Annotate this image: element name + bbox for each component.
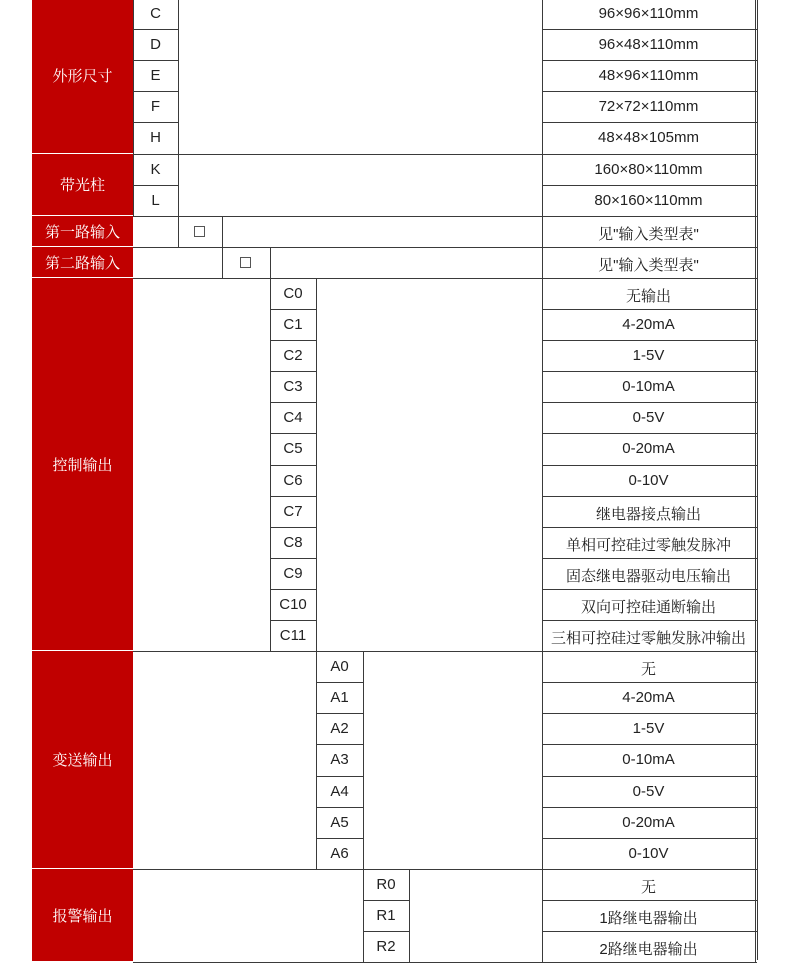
code-C3: C3: [283, 378, 303, 395]
code-row-divider: [316, 807, 363, 808]
description: 1-5V: [632, 347, 665, 364]
code-C7: C7: [283, 503, 303, 520]
code-L: L: [151, 192, 160, 209]
category-alarm: 报警输出: [32, 869, 133, 962]
desc-col-right: [755, 247, 756, 278]
code-R1: R1: [376, 907, 396, 924]
category-input1: 第一路输入: [32, 216, 133, 247]
desc-row-divider: [542, 433, 757, 434]
code-row-divider: [270, 433, 316, 434]
desc-col-right: [755, 651, 756, 869]
desc-row-divider: [542, 402, 757, 403]
code-row-divider: [270, 465, 316, 466]
code-row-divider: [133, 29, 178, 30]
description: 无: [640, 661, 656, 678]
desc-row-divider: [542, 527, 757, 528]
description: 单相可控硅过零触发脉冲: [565, 537, 731, 554]
code-C8: C8: [283, 534, 303, 551]
description: 4-20mA: [622, 689, 675, 706]
code-R0: R0: [376, 876, 396, 893]
desc-row-divider: [542, 838, 757, 839]
description: 4-20mA: [622, 316, 675, 333]
description: 0-20mA: [622, 440, 675, 457]
code-E: E: [150, 67, 161, 84]
category-size: 外形尺寸: [32, 0, 133, 154]
section-divider: [133, 651, 757, 652]
description: 0-5V: [632, 409, 665, 426]
code-C4: C4: [283, 409, 303, 426]
description: 48×96×110mm: [598, 67, 699, 84]
code-row-divider: [316, 682, 363, 683]
description: 0-5V: [632, 783, 665, 800]
description: 三相可控硅过零触发脉冲输出: [550, 630, 746, 647]
desc-row-divider: [542, 122, 757, 123]
code-row-divider: [270, 620, 316, 621]
code-row-divider: [133, 185, 178, 186]
desc-row-divider: [542, 29, 757, 30]
option-checkbox[interactable]: [194, 226, 205, 237]
description: 0-10V: [628, 845, 669, 862]
description: 固态继电器驱动电压输出: [565, 568, 731, 585]
desc-row-divider: [542, 776, 757, 777]
description: 双向可控硅通断输出: [580, 599, 716, 616]
code-A2: A2: [330, 720, 349, 737]
description: 无输出: [625, 288, 671, 305]
desc-row-divider: [542, 713, 757, 714]
description: 见"输入类型表": [598, 226, 699, 243]
code-col-right: [178, 0, 179, 154]
category-bar: 带光柱: [32, 154, 133, 216]
desc-col-right: [755, 869, 756, 962]
code-col-right: [222, 216, 223, 247]
code-C2: C2: [283, 347, 303, 364]
description: 0-10mA: [622, 378, 675, 395]
desc-row-divider: [542, 589, 757, 590]
desc-row-divider: [542, 558, 757, 559]
description: 2路继电器输出: [599, 941, 698, 958]
code-F: F: [150, 98, 161, 115]
description: 48×48×105mm: [598, 129, 699, 146]
code-A0: A0: [330, 658, 349, 675]
table-right-border: [757, 0, 758, 960]
code-row-divider: [270, 340, 316, 341]
code-R2: R2: [376, 938, 396, 955]
desc-row-divider: [542, 931, 757, 932]
code-col-right: [363, 651, 364, 869]
code-row-divider: [363, 900, 409, 901]
category-input2: 第二路输入: [32, 247, 133, 278]
code-row-divider: [316, 838, 363, 839]
section-divider: [133, 216, 757, 217]
code-row-divider: [363, 931, 409, 932]
code-col-right: [178, 154, 179, 216]
desc-row-divider: [542, 465, 757, 466]
section-divider: [133, 154, 757, 155]
description: 0-10V: [628, 472, 669, 489]
description: 1-5V: [632, 720, 665, 737]
description: 160×80×110mm: [594, 161, 703, 178]
code-row-divider: [270, 558, 316, 559]
code-H: H: [150, 129, 161, 146]
code-A4: A4: [330, 783, 349, 800]
desc-row-divider: [542, 340, 757, 341]
code-row-divider: [316, 744, 363, 745]
desc-row-divider: [542, 371, 757, 372]
desc-row-divider: [542, 91, 757, 92]
code-C5: C5: [283, 440, 303, 457]
code-row-divider: [133, 91, 178, 92]
description: 0-20mA: [622, 814, 675, 831]
code-row-divider: [270, 527, 316, 528]
description: 80×160×110mm: [594, 192, 703, 209]
code-row-divider: [270, 402, 316, 403]
section-divider: [133, 278, 757, 279]
code-C1: C1: [283, 316, 303, 333]
code-C: C: [150, 5, 161, 22]
code-C6: C6: [283, 472, 303, 489]
description: 96×96×110mm: [598, 5, 699, 22]
category-control: 控制输出: [32, 278, 133, 651]
code-row-divider: [133, 122, 178, 123]
description: 无: [640, 879, 656, 896]
desc-row-divider: [542, 682, 757, 683]
code-A6: A6: [330, 845, 349, 862]
code-row-divider: [270, 309, 316, 310]
section-divider: [133, 247, 757, 248]
code-row-divider: [316, 776, 363, 777]
desc-col-right: [755, 216, 756, 247]
section-divider: [133, 869, 757, 870]
desc-row-divider: [542, 60, 757, 61]
option-checkbox[interactable]: [240, 257, 251, 268]
desc-row-divider: [542, 807, 757, 808]
code-C9: C9: [283, 565, 303, 582]
code-col-left: [178, 216, 179, 247]
desc-row-divider: [542, 496, 757, 497]
code-C10: C10: [279, 596, 307, 613]
desc-row-divider: [542, 900, 757, 901]
code-C11: C11: [279, 627, 307, 644]
desc-col-right: [755, 0, 756, 154]
code-row-divider: [316, 713, 363, 714]
code-row-divider: [133, 60, 178, 61]
desc-row-divider: [542, 744, 757, 745]
code-A5: A5: [330, 814, 349, 831]
code-D: D: [150, 36, 161, 53]
category-transmit: 变送输出: [32, 651, 133, 869]
code-row-divider: [270, 496, 316, 497]
code-A1: A1: [330, 689, 349, 706]
code-col-right: [270, 247, 271, 278]
description: 1路继电器输出: [599, 910, 698, 927]
code-row-divider: [270, 371, 316, 372]
code-K: K: [150, 161, 161, 178]
code-A3: A3: [330, 751, 349, 768]
description: 96×48×110mm: [598, 36, 699, 53]
desc-row-divider: [542, 620, 757, 621]
code-col-right: [409, 869, 410, 962]
code-col-left: [222, 247, 223, 278]
description: 继电器接点输出: [595, 506, 701, 523]
code-row-divider: [270, 589, 316, 590]
desc-row-divider: [542, 309, 757, 310]
desc-row-divider: [542, 185, 757, 186]
code-C0: C0: [283, 285, 303, 302]
description: 72×72×110mm: [598, 98, 699, 115]
description: 0-10mA: [622, 751, 675, 768]
description: 见"输入类型表": [598, 257, 699, 274]
code-col-right: [316, 278, 317, 651]
